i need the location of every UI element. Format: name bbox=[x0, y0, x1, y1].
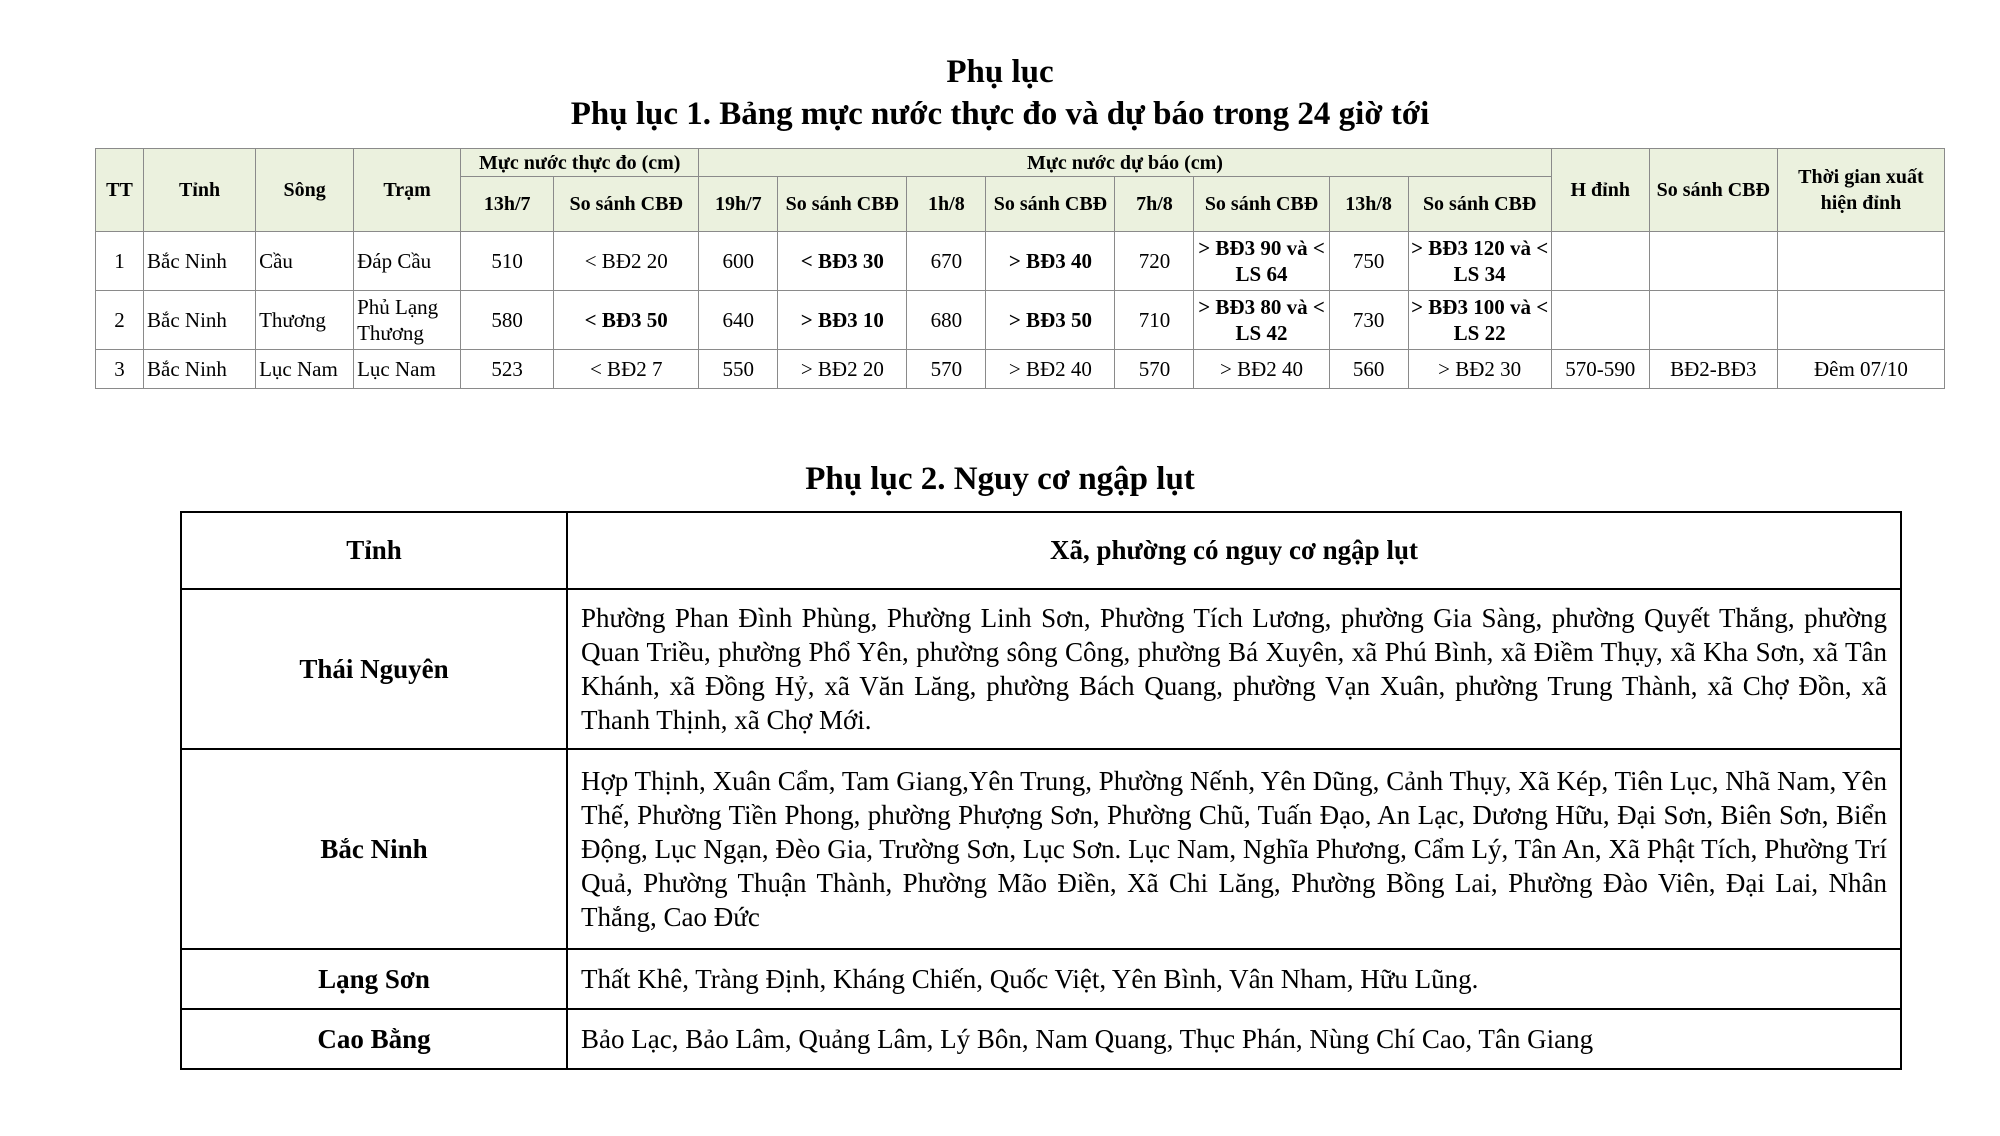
cell-forecast2-value: 670 bbox=[907, 232, 986, 291]
cell-province: Bắc Ninh bbox=[181, 749, 567, 949]
cell-forecast1-compare: > BĐ3 10 bbox=[778, 291, 907, 350]
cell-areas: Phường Phan Đình Phùng, Phường Linh Sơn, Phường Tích Lương, phường Gia Sàng, phường Quyết Thắng, phường Quan Triều, phường Phổ Yên, phường sông Công, phường Bá Xuyên, xã Phú Bình, xã Điềm Thụy, xã Kha Sơn, xã Tân Khánh, xã Đồng Hỷ, xã Văn Lăng, phường Bách Quang, phường Vạn Xuân, phường Trung Thành, xã Chợ Đồn, xã Thanh Thịnh, xã Chợ Mới. bbox=[567, 589, 1901, 749]
cell-measured-compare: < BĐ2 20 bbox=[554, 232, 699, 291]
cell-areas: Bảo Lạc, Bảo Lâm, Quảng Lâm, Lý Bôn, Nam Quang, Thục Phán, Nùng Chí Cao, Tân Giang bbox=[567, 1009, 1901, 1069]
cell-forecast4-compare: > BĐ2 30 bbox=[1408, 350, 1551, 389]
cell-measured-value: 580 bbox=[461, 291, 554, 350]
cell-river: Cầu bbox=[256, 232, 354, 291]
cell-province: Lạng Sơn bbox=[181, 949, 567, 1009]
cell-forecast3-compare: > BĐ2 40 bbox=[1194, 350, 1329, 389]
group-forecast: Mực nước dự báo (cm) bbox=[699, 149, 1551, 177]
table-row bbox=[181, 749, 1901, 949]
cell-station: Phủ Lạng Thương bbox=[354, 291, 461, 350]
cell-forecast2-compare: > BĐ2 40 bbox=[986, 350, 1115, 389]
cell-forecast4-compare: > BĐ3 120 và < LS 34 bbox=[1408, 232, 1551, 291]
col-station: Trạm bbox=[354, 149, 461, 232]
cell-province: Cao Bằng bbox=[181, 1009, 567, 1069]
col-measured-time: 13h/7 bbox=[461, 177, 554, 232]
col-tt: TT bbox=[96, 149, 144, 232]
cell-areas: Hợp Thịnh, Xuân Cẩm, Tam Giang,Yên Trung, Phường Nếnh, Yên Dũng, Cảnh Thụy, Xã Kép, Tiên Lục, Nhã Nam, Yên Thế, Phường Tiền Phong, phường Phượng Sơn, Phường Chũ, Tuấn Đạo, An Lạc, Dương Hữu, Đại Sơn, Biên Sơn, Biển Động, Lục Ngạn, Đèo Gia, Trường Sơn, Lục Sơn. Lục Nam, Nghĩa Phương, Cẩm Lý, Tân An, Xã Phật Tích, Phường Trí Quả, Phường Thuận Thành, Phường Mão Điền, Xã Chi Lăng, Phường Bồng Lai, Phường Đào Viên, Đại Lai, Nhân Thắng, Cao Đức bbox=[567, 749, 1901, 949]
cell-forecast1-compare: < BĐ3 30 bbox=[778, 232, 907, 291]
cell-forecast3-value: 570 bbox=[1115, 350, 1194, 389]
table-row bbox=[181, 589, 1901, 749]
cell-measured-value: 510 bbox=[461, 232, 554, 291]
cell-forecast4-value: 560 bbox=[1329, 350, 1408, 389]
cell-forecast4-compare: > BĐ3 100 và < LS 22 bbox=[1408, 291, 1551, 350]
group-measured: Mực nước thực đo (cm) bbox=[461, 149, 699, 177]
col-forecast4-compare: So sánh CBĐ bbox=[1408, 177, 1551, 232]
cell-forecast4-value: 750 bbox=[1329, 232, 1408, 291]
col-areas: Xã, phường có nguy cơ ngập lụt bbox=[567, 512, 1901, 589]
table-row bbox=[96, 350, 1945, 389]
table-row bbox=[181, 949, 1901, 1009]
cell-peak-time bbox=[1777, 291, 1944, 350]
col-forecast1-time: 19h/7 bbox=[699, 177, 778, 232]
cell-province: Bắc Ninh bbox=[144, 291, 256, 350]
cell-peak-time: Đêm 07/10 bbox=[1777, 350, 1944, 389]
col-forecast4-time: 13h/8 bbox=[1329, 177, 1408, 232]
table-row bbox=[96, 291, 1945, 350]
col-province: Tỉnh bbox=[144, 149, 256, 232]
cell-peak bbox=[1551, 232, 1649, 291]
cell-forecast1-value: 640 bbox=[699, 291, 778, 350]
col-measured-compare: So sánh CBĐ bbox=[554, 177, 699, 232]
col-peak-time: Thời gian xuất hiện đỉnh bbox=[1777, 149, 1944, 232]
cell-forecast3-compare: > BĐ3 90 và < LS 64 bbox=[1194, 232, 1329, 291]
cell-forecast3-value: 720 bbox=[1115, 232, 1194, 291]
cell-areas: Thất Khê, Tràng Định, Kháng Chiến, Quốc Việt, Yên Bình, Vân Nham, Hữu Lũng. bbox=[567, 949, 1901, 1009]
col-forecast3-time: 7h/8 bbox=[1115, 177, 1194, 232]
col-peak-compare: So sánh CBĐ bbox=[1649, 149, 1777, 232]
cell-station: Đáp Cầu bbox=[354, 232, 461, 291]
cell-peak-compare bbox=[1649, 232, 1777, 291]
col-forecast1-compare: So sánh CBĐ bbox=[778, 177, 907, 232]
table-row bbox=[181, 1009, 1901, 1069]
col-river: Sông bbox=[256, 149, 354, 232]
cell-tt: 2 bbox=[96, 291, 144, 350]
water-level-table bbox=[95, 148, 1945, 389]
cell-measured-value: 523 bbox=[461, 350, 554, 389]
cell-peak: 570-590 bbox=[1551, 350, 1649, 389]
cell-forecast3-compare: > BĐ3 80 và < LS 42 bbox=[1194, 291, 1329, 350]
flood-risk-table bbox=[180, 511, 1902, 1070]
cell-station: Lục Nam bbox=[354, 350, 461, 389]
cell-peak-compare: BĐ2-BĐ3 bbox=[1649, 350, 1777, 389]
cell-tt: 3 bbox=[96, 350, 144, 389]
cell-forecast2-compare: > BĐ3 40 bbox=[986, 232, 1115, 291]
col-peak: H đỉnh bbox=[1551, 149, 1649, 232]
cell-forecast3-value: 710 bbox=[1115, 291, 1194, 350]
cell-forecast1-value: 550 bbox=[699, 350, 778, 389]
cell-province: Bắc Ninh bbox=[144, 232, 256, 291]
cell-tt: 1 bbox=[96, 232, 144, 291]
cell-forecast2-value: 680 bbox=[907, 291, 986, 350]
cell-province: Thái Nguyên bbox=[181, 589, 567, 749]
cell-river: Thương bbox=[256, 291, 354, 350]
cell-forecast4-value: 730 bbox=[1329, 291, 1408, 350]
cell-province: Bắc Ninh bbox=[144, 350, 256, 389]
cell-measured-compare: < BĐ3 50 bbox=[554, 291, 699, 350]
cell-measured-compare: < BĐ2 7 bbox=[554, 350, 699, 389]
cell-forecast2-value: 570 bbox=[907, 350, 986, 389]
col-forecast2-compare: So sánh CBĐ bbox=[986, 177, 1115, 232]
page-title: Phụ lục bbox=[946, 54, 1054, 90]
appendix-2-title: Phụ lục 2. Nguy cơ ngập lụt bbox=[805, 461, 1195, 497]
cell-peak bbox=[1551, 291, 1649, 350]
col-forecast2-time: 1h/8 bbox=[907, 177, 986, 232]
cell-peak-time bbox=[1777, 232, 1944, 291]
cell-forecast1-value: 600 bbox=[699, 232, 778, 291]
table-row bbox=[96, 232, 1945, 291]
cell-river: Lục Nam bbox=[256, 350, 354, 389]
cell-peak-compare bbox=[1649, 291, 1777, 350]
col-forecast3-compare: So sánh CBĐ bbox=[1194, 177, 1329, 232]
cell-forecast1-compare: > BĐ2 20 bbox=[778, 350, 907, 389]
col-province: Tỉnh bbox=[181, 512, 567, 589]
cell-forecast2-compare: > BĐ3 50 bbox=[986, 291, 1115, 350]
appendix-1-title: Phụ lục 1. Bảng mực nước thực đo và dự báo trong 24 giờ tới bbox=[570, 96, 1430, 132]
